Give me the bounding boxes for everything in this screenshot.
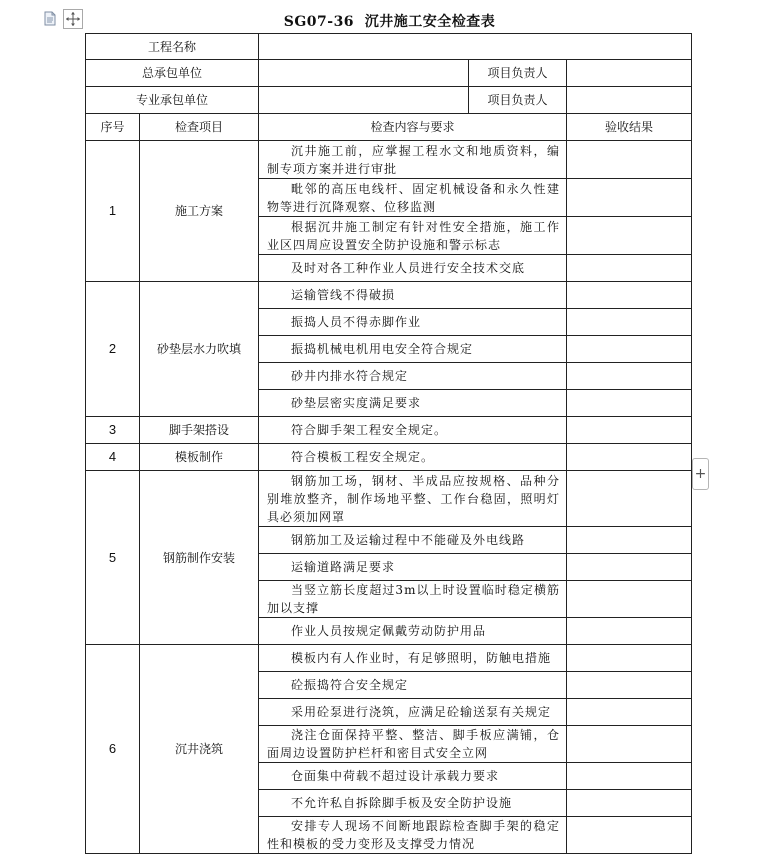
- add-row-button[interactable]: [692, 458, 709, 490]
- result-cell[interactable]: [567, 618, 692, 645]
- table-row: [86, 471, 692, 527]
- table-row: [86, 645, 692, 672]
- inspection-requirement: 采用砼泵进行浇筑，应满足砼输送泵有关规定: [259, 699, 567, 726]
- inspection-requirement: 运输道路满足要求: [259, 554, 567, 581]
- table-row: [86, 444, 692, 471]
- general-contractor-label: 总承包单位: [86, 60, 259, 87]
- inspection-requirement: 沉井施工前，应掌握工程水文和地质资料，编制专项方案并进行审批: [259, 141, 567, 179]
- result-cell[interactable]: [567, 255, 692, 282]
- inspection-requirement: 不允许私自拆除脚手板及安全防护设施: [259, 790, 567, 817]
- inspection-requirement: 安排专人现场不间断地跟踪检查脚手架的稳定性和模板的受力变形及支撑受力情况: [259, 817, 567, 854]
- project-manager-label: 项目负责人: [469, 60, 567, 87]
- inspection-requirement: 当竖立筋长度超过3m以上时设置临时稳定横筋加以支撑: [259, 581, 567, 618]
- header-no: 序号: [86, 114, 140, 141]
- inspection-requirement: 砂井内排水符合规定: [259, 363, 567, 390]
- header-item: 检查项目: [140, 114, 259, 141]
- result-cell[interactable]: [567, 726, 692, 763]
- result-cell[interactable]: [567, 444, 692, 471]
- project-manager-label-2: 项目负责人: [469, 87, 567, 114]
- sub-contractor-value[interactable]: [259, 87, 469, 114]
- result-cell[interactable]: [567, 309, 692, 336]
- inspection-requirement: 根据沉井施工制定有针对性安全措施，施工作业区四周应设置安全防护设施和警示标志: [259, 217, 567, 255]
- item-number: 6: [86, 645, 140, 854]
- result-cell[interactable]: [567, 336, 692, 363]
- header-result: 验收结果: [567, 114, 692, 141]
- project-manager-value[interactable]: [567, 60, 692, 87]
- sub-contractor-label: 专业承包单位: [86, 87, 259, 114]
- plus-icon: +: [694, 466, 707, 482]
- inspection-item: 沉井浇筑: [140, 645, 259, 854]
- inspection-requirement: 毗邻的高压电线杆、固定机械设备和永久性建物等进行沉降观察、位移监测: [259, 179, 567, 217]
- result-cell[interactable]: [567, 141, 692, 179]
- result-cell[interactable]: [567, 581, 692, 618]
- table-row: [86, 417, 692, 444]
- result-cell[interactable]: [567, 217, 692, 255]
- inspection-item: 施工方案: [140, 141, 259, 282]
- result-cell[interactable]: [567, 554, 692, 581]
- inspection-requirement: 符合模板工程安全规定。: [259, 444, 567, 471]
- item-number: 1: [86, 141, 140, 282]
- inspection-table: [85, 33, 692, 854]
- result-cell[interactable]: [567, 645, 692, 672]
- table-row: [86, 141, 692, 179]
- inspection-requirement: 浇注仓面保持平整、整洁、脚手板应满铺，仓面周边设置防护栏杆和密目式安全立网: [259, 726, 567, 763]
- inspection-requirement: 仓面集中荷载不超过设计承载力要求: [259, 763, 567, 790]
- inspection-item: 砂垫层水力吹填: [140, 282, 259, 417]
- result-cell[interactable]: [567, 527, 692, 554]
- project-name-label: 工程名称: [86, 34, 259, 60]
- inspection-requirement: 模板内有人作业时，有足够照明，防触电措施: [259, 645, 567, 672]
- inspection-requirement: 及时对各工种作业人员进行安全技术交底: [259, 255, 567, 282]
- table-row: [86, 282, 692, 309]
- result-cell[interactable]: [567, 363, 692, 390]
- result-cell[interactable]: [567, 817, 692, 854]
- inspection-requirement: 符合脚手架工程安全规定。: [259, 417, 567, 444]
- inspection-requirement: 砂垫层密实度满足要求: [259, 390, 567, 417]
- item-number: 3: [86, 417, 140, 444]
- inspection-requirement: 钢筋加工及运输过程中不能碰及外电线路: [259, 527, 567, 554]
- result-cell[interactable]: [567, 699, 692, 726]
- inspection-requirement: 振捣人员不得赤脚作业: [259, 309, 567, 336]
- item-number: 2: [86, 282, 140, 417]
- result-cell[interactable]: [567, 417, 692, 444]
- result-cell[interactable]: [567, 282, 692, 309]
- item-number: 4: [86, 444, 140, 471]
- inspection-requirement: 钢筋加工场，钢材、半成品应按规格、品种分别堆放整齐，制作场地平整、工作台稳固，照明灯具必须加网罩: [259, 471, 567, 527]
- inspection-requirement: 振捣机械电机用电安全符合规定: [259, 336, 567, 363]
- header-content: 检查内容与要求: [259, 114, 567, 141]
- inspection-requirement: 作业人员按规定佩戴劳动防护用品: [259, 618, 567, 645]
- item-number: 5: [86, 471, 140, 645]
- project-name-value[interactable]: [259, 34, 692, 60]
- result-cell[interactable]: [567, 471, 692, 527]
- inspection-item: 脚手架搭设: [140, 417, 259, 444]
- result-cell[interactable]: [567, 763, 692, 790]
- inspection-item: 模板制作: [140, 444, 259, 471]
- general-contractor-value[interactable]: [259, 60, 469, 87]
- result-cell[interactable]: [567, 672, 692, 699]
- inspection-requirement: 砼振捣符合安全规定: [259, 672, 567, 699]
- result-cell[interactable]: [567, 390, 692, 417]
- result-cell[interactable]: [567, 179, 692, 217]
- project-manager-value-2[interactable]: [567, 87, 692, 114]
- result-cell[interactable]: [567, 790, 692, 817]
- inspection-item: 钢筋制作安装: [140, 471, 259, 645]
- inspection-requirement: 运输管线不得破损: [259, 282, 567, 309]
- page-title: SG07-36 沉井施工安全检查表: [283, 14, 496, 30]
